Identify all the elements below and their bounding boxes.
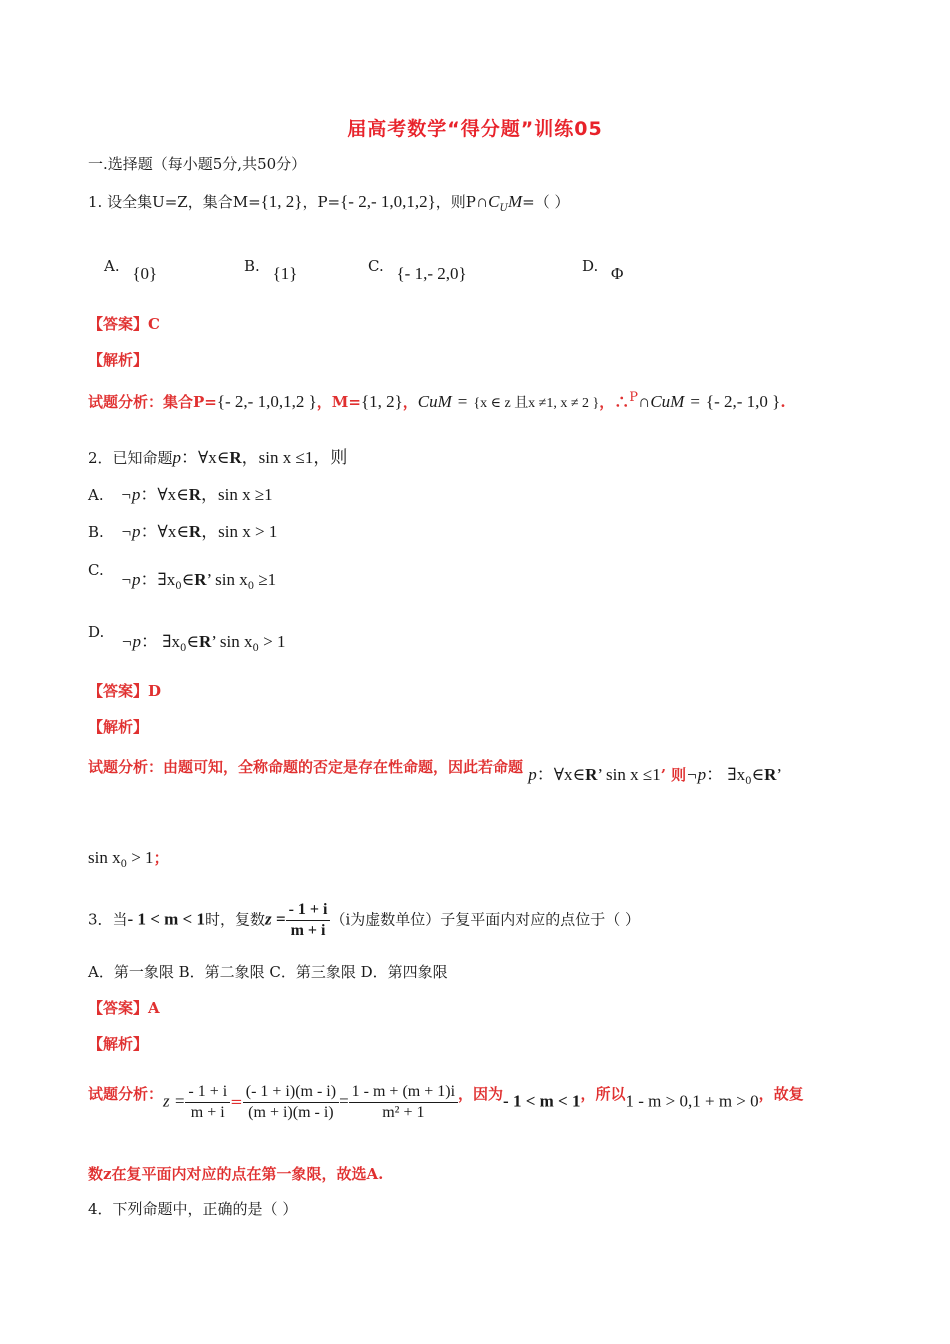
q3-stem-tail: （i为虚数单位）子复平面内对应的点位于（ ） xyxy=(330,910,641,929)
analysis-hence: ，故复 xyxy=(758,1084,804,1103)
analysis-r: R xyxy=(585,765,598,784)
q3-stem-mid: 时，复数 xyxy=(205,910,266,929)
fraction-numerator: - 1 + i xyxy=(185,1082,230,1103)
q1-analysis xyxy=(88,392,786,414)
page-title: 届高考数学“得分题”训练05 xyxy=(347,118,603,140)
analysis-ineq: 1 - m > 0,1 + m > 0 xyxy=(625,1091,759,1111)
analysis-sub: 0 xyxy=(745,776,752,787)
analysis-line2-sub: 0 xyxy=(120,859,127,870)
option-r: R xyxy=(188,522,202,541)
q1-expr: ∩C xyxy=(475,192,500,211)
analysis-neg: ¬p xyxy=(686,765,707,784)
analysis-line2-rest: > 1 xyxy=(126,848,154,867)
analysis-p: P xyxy=(629,390,639,405)
option-mid: ∈ xyxy=(186,632,199,651)
fraction-denominator: m² + 1 xyxy=(382,1104,425,1121)
analysis-prefix: 试题分析： xyxy=(88,1084,164,1103)
option-neg: ¬p xyxy=(121,632,142,651)
analysis-set-p: {- 2,- 1,0,1,2 } xyxy=(216,392,317,411)
option-letter: B. xyxy=(88,523,104,541)
option-expr: ：∃x xyxy=(140,570,176,589)
q3-analysis-line2: 数z在复平面内对应的点在第一象限，故选A. xyxy=(88,1165,384,1183)
q1-analysis-label: 【解析】 xyxy=(88,351,149,369)
option-tail: > 1 xyxy=(258,632,286,651)
option-letter: D. xyxy=(88,623,105,641)
analysis-exists: ： ∃x xyxy=(706,765,746,784)
option-tail: ≥1 xyxy=(254,570,277,589)
option-letter: C. xyxy=(88,561,104,579)
option-value: {1} xyxy=(272,264,298,283)
q2-stem-num: 2．已知命题 xyxy=(88,449,173,467)
option-rest: ’ sin x xyxy=(211,632,253,651)
option-rest: ’ sin x xyxy=(206,570,248,589)
analysis-end: . xyxy=(780,393,786,411)
fraction-denominator: (m + i)(m - i) xyxy=(248,1104,334,1121)
analysis-eq2: = xyxy=(339,1091,349,1111)
option-neg: ¬p xyxy=(120,570,141,589)
analysis-cum-set: {x ∈ z 且x ≠1, x ≠ 2 } xyxy=(473,396,600,411)
q3-z-eq: z = xyxy=(265,909,286,929)
analysis-eq: = xyxy=(457,392,468,411)
q3-analysis xyxy=(88,1082,804,1123)
fraction-denominator: m + i xyxy=(190,1104,225,1121)
q3-cond: - 1 < m < 1 xyxy=(127,909,205,929)
q1-stem-text: 1. 设全集U=Z，集合M= xyxy=(88,193,261,211)
option-letter: A. xyxy=(88,486,104,504)
q2-analysis-label: 【解析】 xyxy=(88,718,149,736)
option-sub2: 0 xyxy=(252,643,259,654)
q2-answer: 【答案】D xyxy=(88,682,162,700)
option-sub: 0 xyxy=(180,643,187,654)
q1-answer: 【答案】C xyxy=(88,315,160,333)
option-letter: B. xyxy=(244,257,260,275)
q1-set-m: {1, 2} xyxy=(260,192,303,211)
q2-stem-expr: ：∀x∈ xyxy=(181,448,230,467)
fraction-numerator: 1 - m + (m + 1)i xyxy=(349,1082,458,1103)
q2-stem-rest: ，sin x ≤1，则 xyxy=(241,448,348,467)
option-value: Φ xyxy=(611,264,624,283)
q1-stem xyxy=(88,192,569,219)
option-value: {0} xyxy=(132,264,158,283)
q2-analysis xyxy=(88,757,783,787)
q1-m-var: M xyxy=(507,192,523,211)
fraction-numerator: - 1 + i xyxy=(286,900,331,921)
option-rest: ，sin x ≥1 xyxy=(201,485,273,504)
q2-option-b xyxy=(88,522,277,542)
option-value: {- 1,- 2,0} xyxy=(396,264,467,283)
analysis-fraction-3 xyxy=(349,1082,458,1123)
q1-option-d xyxy=(582,256,624,283)
section-heading: 一.选择题（每小题5分,共50分） xyxy=(88,155,307,173)
q2-stem xyxy=(88,448,347,468)
q1-option-b xyxy=(244,256,298,283)
analysis-z: z = xyxy=(163,1091,186,1111)
analysis-eq1: = xyxy=(230,1092,243,1111)
q2-stem-p: p xyxy=(172,448,182,467)
analysis-because: ，因为 xyxy=(458,1084,504,1103)
option-r: R xyxy=(198,632,212,651)
q3-stem-start: 3．当 xyxy=(88,910,128,929)
analysis-comma: ， xyxy=(402,393,418,411)
analysis-sin: ’ sin x ≤1 xyxy=(597,765,661,784)
option-expr: ：∀x∈ xyxy=(140,485,189,504)
option-expr: ：∀x∈ xyxy=(140,522,189,541)
analysis-comma: ’ xyxy=(776,765,783,784)
q2-analysis-line2 xyxy=(88,848,169,875)
fraction-numerator: (- 1 + i)(m - i) xyxy=(243,1082,339,1103)
q3-fraction xyxy=(286,900,331,941)
analysis-expr: ：∀x∈ xyxy=(536,765,586,784)
option-r: R xyxy=(194,570,207,589)
option-rest: ，sin x > 1 xyxy=(201,522,278,541)
q1-sub-u: U xyxy=(499,203,508,214)
analysis-so: ，所以 xyxy=(580,1084,626,1103)
q3-options: A．第一象限 B．第二象限 C．第三象限 D．第四象限 xyxy=(88,963,448,981)
analysis-then: ’ 则 xyxy=(660,766,687,784)
analysis-cap: ∩ xyxy=(638,392,651,411)
analysis-result: {- 2,- 1,0 } xyxy=(705,392,781,411)
option-mid: ∈ xyxy=(181,570,195,589)
analysis-r2: R xyxy=(764,765,777,784)
q1-option-c xyxy=(368,256,467,283)
q2-stem-r: R xyxy=(229,448,242,467)
analysis-cond: - 1 < m < 1 xyxy=(503,1091,581,1111)
q1-tail: =（ ） xyxy=(522,193,570,211)
q1-then: ，则P xyxy=(435,193,476,211)
analysis-fraction-1 xyxy=(185,1082,230,1123)
option-neg: ¬p xyxy=(120,522,141,541)
q2-option-a xyxy=(88,485,273,505)
option-sub: 0 xyxy=(175,581,182,592)
q2-option-d xyxy=(88,622,286,654)
option-letter: A. xyxy=(104,257,120,275)
option-expr: ： ∃x xyxy=(141,632,181,651)
fraction-denominator: m + i xyxy=(290,922,326,939)
analysis-m-label: ，M= xyxy=(316,393,361,411)
analysis-prefix: 试题分析：集合P= xyxy=(88,393,217,411)
q3-analysis-label: 【解析】 xyxy=(88,1035,149,1053)
option-sub2: 0 xyxy=(247,581,255,592)
analysis-line2: sin x xyxy=(88,848,121,867)
q4-stem: 4．下列命题中，正确的是（ ） xyxy=(88,1200,298,1218)
analysis-therefore: ，∴ xyxy=(599,393,630,411)
q3-answer: 【答案】A xyxy=(88,999,160,1017)
analysis-cum2: CuM xyxy=(650,392,685,411)
analysis-cum: CuM xyxy=(417,392,452,411)
option-letter: D. xyxy=(582,257,599,275)
option-r: R xyxy=(188,485,201,504)
q3-stem xyxy=(88,900,640,941)
q2-option-c xyxy=(88,560,277,592)
q1-set-p: {- 2,- 1,0,1,2} xyxy=(340,192,436,211)
q1-sep: ，P= xyxy=(302,193,341,211)
analysis-text: 试题分析：由题可知，全称命题的否定是存在性命题，因此若命题 xyxy=(88,758,524,776)
option-letter: C. xyxy=(368,257,384,275)
analysis-line2-end: ； xyxy=(153,849,169,867)
analysis-in: ∈ xyxy=(751,765,765,784)
q1-option-a xyxy=(104,256,158,283)
analysis-p: p xyxy=(528,765,537,784)
analysis-fraction-2 xyxy=(243,1082,339,1123)
option-neg: ¬p xyxy=(120,485,141,504)
analysis-eq2: = xyxy=(690,392,700,411)
analysis-set-m: {1, 2} xyxy=(360,392,403,411)
